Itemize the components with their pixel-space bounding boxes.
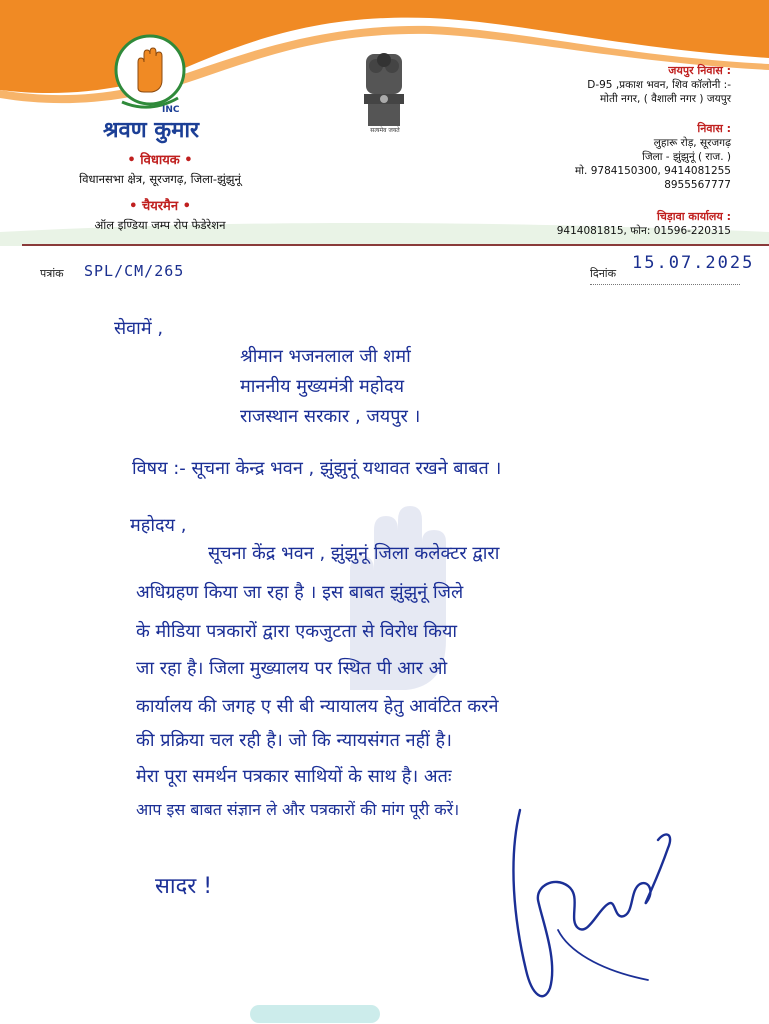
mla-name: श्रवण कुमार (102, 117, 200, 143)
office-label: चिड़ावा कार्यालय : (657, 210, 731, 223)
federation-line: ऑल इण्डिया जम्प रोप फेडेरेशन (94, 218, 226, 232)
office-address (557, 210, 731, 238)
header-divider (22, 244, 769, 246)
phone-line-2: 8955567777 (664, 179, 731, 191)
body-line-4: जा रहा है। जिला मुख्यालय पर स्थित पी आर ओ (136, 658, 448, 679)
niwas-line-2: जिला - झुंझुनूं ( राज. ) (642, 151, 731, 163)
subject-line: विषय :- सूचना केन्द्र भवन , झुंझुनूं यथावत रखने बाबत । (132, 458, 502, 479)
patrank-label: पत्रांक (40, 267, 64, 280)
residence-address (575, 122, 731, 192)
inc-badge: INC (162, 105, 180, 115)
body-line-8: आप इस बाबत संज्ञान ले और पत्रकारों की मांग पूरी करें। (136, 800, 460, 819)
date-label: दिनांक (590, 267, 617, 280)
bottom-decoration (250, 1005, 380, 1023)
patrank-value: SPL/CM/265 (84, 262, 185, 280)
niwas-label: निवास : (697, 122, 731, 135)
office-phone: 9414081815, फोन: 01596-220315 (556, 225, 731, 237)
jaipur-line-1: D-95 ,प्रकाश भवन, शिव कॉलोनी :- (587, 79, 731, 91)
constituency-line: विधानसभा क्षेत्र, सूरजगढ़, जिला-झुंझुनूं (79, 172, 241, 186)
closing: सादर ! (155, 874, 213, 899)
body-line-3: के मीडिया पत्रकारों द्वारा एकजुटता से विरोध किया (136, 621, 458, 642)
designation-chairman: • चैयरमैन • (129, 199, 191, 214)
salutation-to: सेवामें , (114, 318, 164, 339)
jaipur-address (587, 64, 731, 106)
recipient-line-3: राजस्थान सरकार , जयपुर । (240, 406, 421, 427)
signature (498, 800, 688, 1010)
date-value: 15.07.2025 (632, 253, 755, 273)
recipient-line-2: माननीय मुख्यमंत्री महोदय (240, 376, 405, 397)
congress-hand-logo (108, 32, 192, 116)
body-line-7: मेरा पूरा समर्थन पत्रकार साथियों के साथ है। अतः (136, 766, 452, 787)
phone-line-1: मो. 9784150300, 9414081255 (575, 165, 731, 177)
body-line-6: की प्रक्रिया चल रही है। जो कि न्यायसंगत नहीं है। (136, 730, 452, 751)
body-line-1: सूचना केंद्र भवन , झुंझुनूं जिला कलेक्टर द्वारा (208, 543, 500, 564)
jaipur-line-2: मोती नगर, ( वैशाली नगर ) जयपुर (599, 93, 731, 105)
niwas-line-1: लुहारू रोड़, सूरजगढ़ (653, 137, 731, 149)
recipient-line-1: श्रीमान भजनलाल जी शर्मा (240, 346, 411, 367)
date-dotted-line (590, 284, 740, 285)
ashoka-emblem-icon (356, 44, 412, 134)
body-line-2: अधिग्रहण किया जा रहा है । इस बाबत झुंझुनूं जिले (136, 582, 464, 603)
designation-mla: • विधायक • (127, 153, 193, 168)
jaipur-label: जयपुर निवास : (668, 64, 731, 77)
greeting: महोदय , (130, 515, 187, 536)
body-line-5: कार्यालय की जगह ए सी बी न्यायालय हेतु आवंटित करने (136, 696, 499, 717)
emblem-caption: सत्यमेव जयते (370, 127, 400, 134)
